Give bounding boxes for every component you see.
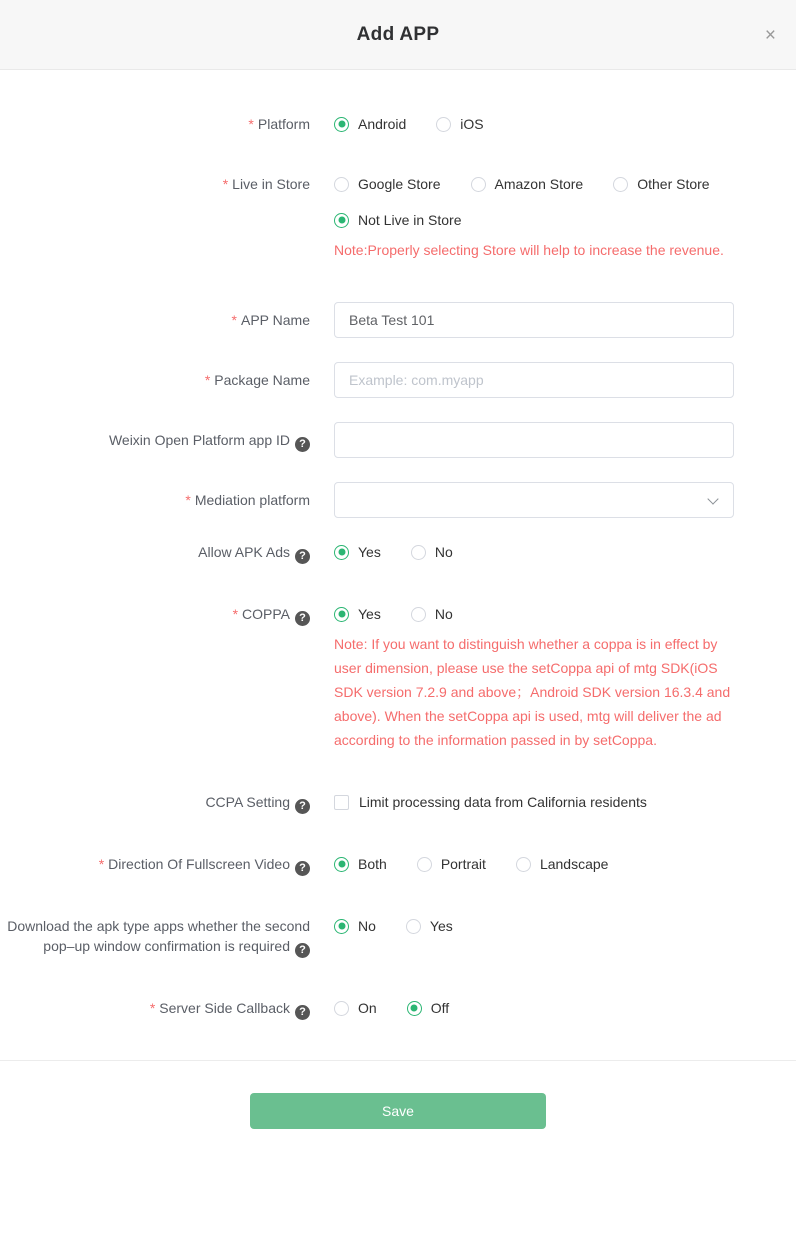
store-radio-not-live[interactable] — [334, 210, 462, 230]
radio-label: iOS — [460, 116, 484, 132]
apk-confirm-label: Download the apk type apps whether the second pop–up window confirmation is required ? — [7, 918, 310, 956]
radio-icon — [334, 1001, 349, 1016]
radio-icon — [406, 919, 421, 934]
radio-label: Amazon Store — [494, 176, 584, 192]
radio-checked-icon — [334, 919, 349, 934]
save-button[interactable]: Save — [250, 1093, 546, 1129]
allow-apk-ads-label: Allow APK Ads ? — [0, 542, 334, 564]
mediation-platform-select[interactable] — [334, 482, 734, 518]
apk-ads-radio-yes[interactable] — [334, 542, 381, 562]
coppa-options — [334, 604, 796, 624]
radio-label: Off — [430, 1000, 450, 1016]
store-options-row2 — [334, 210, 796, 230]
radio-checked-icon — [334, 213, 349, 228]
app-name-control — [334, 302, 796, 338]
weixin-app-id-control — [334, 422, 796, 458]
store-note: Note:Properly selecting Store will help to increase the revenue. — [334, 242, 724, 258]
coppa-note: Note: If you want to distinguish whether a coppa is in effect by user dimension, please use the setCoppa api of mtg SDK(iOS SDK version 7.2.9 and above；Android SDK version 16.3.4 and above). When the setCoppa api is used, mtg will deliver the ad according to the information passed in by setCoppa. — [334, 636, 731, 748]
radio-label: Yes — [358, 544, 381, 560]
direction-radio-landscape[interactable] — [516, 854, 609, 874]
radio-label: Other Store — [637, 176, 710, 192]
platform-label: * Platform — [248, 116, 310, 132]
radio-label: Portrait — [440, 856, 486, 872]
radio-label: Yes — [429, 918, 453, 934]
radio-icon — [516, 857, 531, 872]
radio-label: No — [434, 544, 453, 560]
required-asterisk: * — [231, 312, 237, 328]
allow-apk-ads-row — [0, 542, 796, 564]
help-icon[interactable]: ? — [295, 799, 310, 814]
apk-confirm-radio-no[interactable] — [334, 916, 376, 936]
coppa-row — [0, 604, 796, 752]
coppa-radio-yes[interactable] — [334, 604, 381, 624]
live-in-store-options — [334, 174, 796, 262]
mediation-platform-row — [0, 482, 796, 518]
required-asterisk: * — [204, 372, 211, 388]
coppa-radio-no[interactable] — [411, 604, 453, 624]
store-options-row1 — [334, 174, 796, 194]
ccpa-row — [0, 792, 796, 814]
apk-confirm-options — [334, 916, 796, 936]
radio-checked-icon — [334, 545, 349, 560]
ccpa-control — [334, 792, 796, 813]
radio-label: Google Store — [358, 176, 441, 192]
package-name-control — [334, 362, 796, 398]
apk-confirm-radio-yes[interactable] — [406, 916, 453, 936]
direction-options — [334, 854, 796, 874]
modal-footer — [0, 1060, 796, 1155]
radio-checked-icon — [334, 857, 349, 872]
radio-icon — [436, 117, 451, 132]
server-callback-label: * Server Side Callback ? — [0, 998, 334, 1020]
server-callback-radio-off[interactable] — [407, 998, 449, 1018]
weixin-app-id-label: Weixin Open Platform app ID ? — [0, 422, 334, 458]
server-callback-options — [334, 998, 796, 1018]
help-icon[interactable]: ? — [295, 611, 310, 626]
radio-label: Landscape — [539, 856, 609, 872]
store-radio-amazon[interactable] — [471, 174, 584, 194]
radio-icon — [471, 177, 486, 192]
add-app-form — [0, 70, 796, 1020]
checkbox-label: Limit processing data from California residents — [359, 794, 647, 810]
radio-label: No — [434, 606, 453, 622]
apk-confirm-row — [0, 916, 796, 958]
help-icon[interactable]: ? — [295, 943, 310, 958]
required-asterisk: * — [248, 116, 254, 132]
radio-label: Not Live in Store — [358, 212, 462, 228]
radio-label: Both — [358, 856, 387, 872]
store-radio-google[interactable] — [334, 174, 441, 194]
app-name-input[interactable] — [334, 302, 734, 338]
modal-header — [0, 0, 796, 70]
required-asterisk: * — [149, 1000, 156, 1016]
apk-ads-radio-no[interactable] — [411, 542, 453, 562]
ccpa-label: CCPA Setting ? — [0, 792, 334, 814]
modal-title: Add APP — [356, 23, 440, 45]
radio-icon — [411, 545, 426, 560]
radio-label: On — [358, 1000, 377, 1016]
direction-radio-portrait[interactable] — [417, 854, 486, 874]
direction-radio-both[interactable] — [334, 854, 387, 874]
package-name-row — [0, 362, 796, 398]
mediation-platform-control — [334, 482, 796, 518]
required-asterisk: * — [185, 492, 191, 508]
platform-row — [0, 114, 796, 134]
radio-label: Android — [358, 116, 407, 132]
weixin-app-id-row — [0, 422, 796, 458]
app-name-label: * APP Name — [231, 312, 310, 328]
radio-icon — [334, 177, 349, 192]
server-callback-radio-on[interactable] — [334, 998, 377, 1018]
radio-label: No — [358, 918, 376, 934]
server-callback-row — [0, 998, 796, 1020]
radio-label: Yes — [358, 606, 381, 622]
mediation-platform-label: * Mediation platform — [185, 492, 310, 508]
platform-radio-ios[interactable] — [436, 114, 483, 134]
package-name-label: * Package Name — [204, 372, 310, 388]
platform-options — [334, 114, 796, 134]
package-name-input[interactable] — [334, 362, 734, 398]
required-asterisk: * — [98, 856, 105, 872]
help-icon[interactable]: ? — [295, 1005, 310, 1020]
chevron-down-icon — [707, 493, 718, 504]
ccpa-checkbox[interactable] — [334, 792, 647, 812]
app-name-row — [0, 302, 796, 338]
help-icon[interactable]: ? — [295, 861, 310, 876]
radio-checked-icon — [334, 607, 349, 622]
coppa-label: * COPPA ? — [0, 604, 334, 626]
required-asterisk: * — [232, 606, 239, 622]
radio-checked-icon — [334, 117, 349, 132]
live-in-store-label: * Live in Store — [222, 176, 310, 192]
weixin-app-id-input[interactable] — [334, 422, 734, 458]
live-in-store-row — [0, 174, 796, 262]
radio-icon — [411, 607, 426, 622]
direction-row — [0, 854, 796, 876]
platform-radio-android[interactable] — [334, 114, 406, 134]
radio-icon — [417, 857, 432, 872]
checkbox-icon — [334, 795, 349, 810]
direction-label: * Direction Of Fullscreen Video ? — [0, 854, 334, 876]
help-icon[interactable]: ? — [295, 549, 310, 564]
coppa-control — [334, 604, 796, 752]
radio-icon — [613, 177, 628, 192]
required-asterisk: * — [222, 176, 229, 192]
radio-checked-icon — [407, 1001, 422, 1016]
help-icon[interactable]: ? — [295, 437, 310, 452]
store-radio-other[interactable] — [613, 174, 709, 194]
close-icon[interactable]: × — [764, 25, 776, 46]
allow-apk-ads-options — [334, 542, 796, 562]
